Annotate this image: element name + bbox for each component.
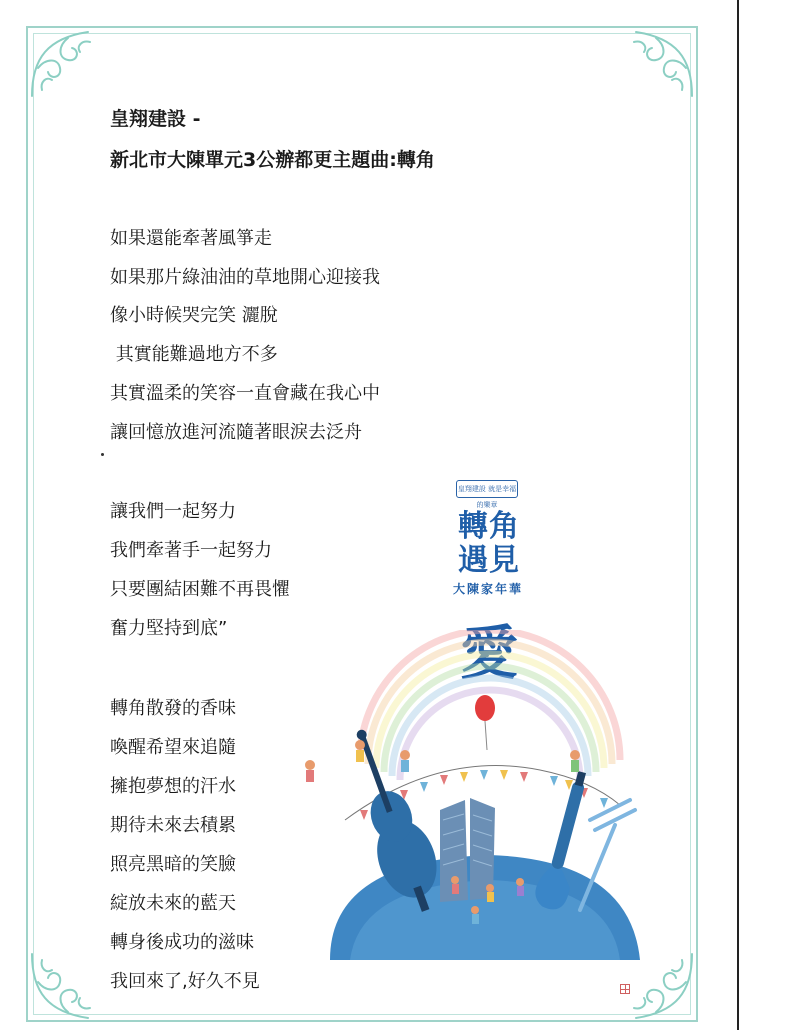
heading-song-title: 新北市大陳單元3公辦都更主題曲:轉角 <box>110 149 435 171</box>
poster-title-line2: 遇見 <box>458 543 520 578</box>
lyric-line: 其實溫柔的笑容一直會藏在我心中 <box>110 383 380 404</box>
poster-subtitle: 大陳家年華 <box>452 582 523 596</box>
flourish-corner-icon <box>624 28 696 100</box>
flourish-corner-icon <box>28 950 100 1022</box>
red-stamp-mark <box>620 984 630 994</box>
lyric-line: 只要團結困難不再畏懼 <box>110 579 290 600</box>
lyric-line: 像小時候哭完笑 灑脫 <box>110 305 278 326</box>
lyric-line: 其實能難過地方不多 <box>110 344 278 365</box>
lyric-line: 我回來了,好久不見 <box>110 971 260 992</box>
lyric-line: 轉角散發的香味 <box>110 698 236 719</box>
page-edge-rule <box>737 0 739 1030</box>
lyric-line: 轉身後成功的滋味 <box>110 932 254 953</box>
lyric-line: 如果那片綠油油的草地開心迎接我 <box>110 267 380 288</box>
stray-dot <box>101 453 104 456</box>
music-globe-illustration <box>290 630 650 960</box>
poster-title-line1: 轉角 <box>458 509 520 544</box>
poster-love-character: 愛 <box>460 619 519 687</box>
heading-company: 皇翔建設 - <box>110 108 201 130</box>
lyric-line: 我們牽著手一起努力 <box>110 540 272 561</box>
flourish-corner-icon <box>28 28 100 100</box>
lyric-line: 如果還能牽著風箏走 <box>110 228 272 249</box>
lyric-line: 讓回憶放進河流隨著眼淚去泛舟 <box>110 422 362 443</box>
lyric-line: 喚醒希望來追隨 <box>110 737 236 758</box>
lyric-line: 期待未來去積累 <box>110 815 236 836</box>
lyric-line: 讓我們一起努力 <box>110 501 236 522</box>
lyric-line: 照亮黑暗的笑臉 <box>110 854 236 875</box>
flourish-corner-icon <box>624 950 696 1022</box>
poster-badge: 皇翔建設 就是幸福的樂章 <box>456 480 518 498</box>
lyric-line: 擁抱夢想的汗水 <box>110 776 236 797</box>
lyric-line: 奮力堅持到底” <box>110 618 228 639</box>
lyric-line: 綻放未來的藍天 <box>110 893 236 914</box>
